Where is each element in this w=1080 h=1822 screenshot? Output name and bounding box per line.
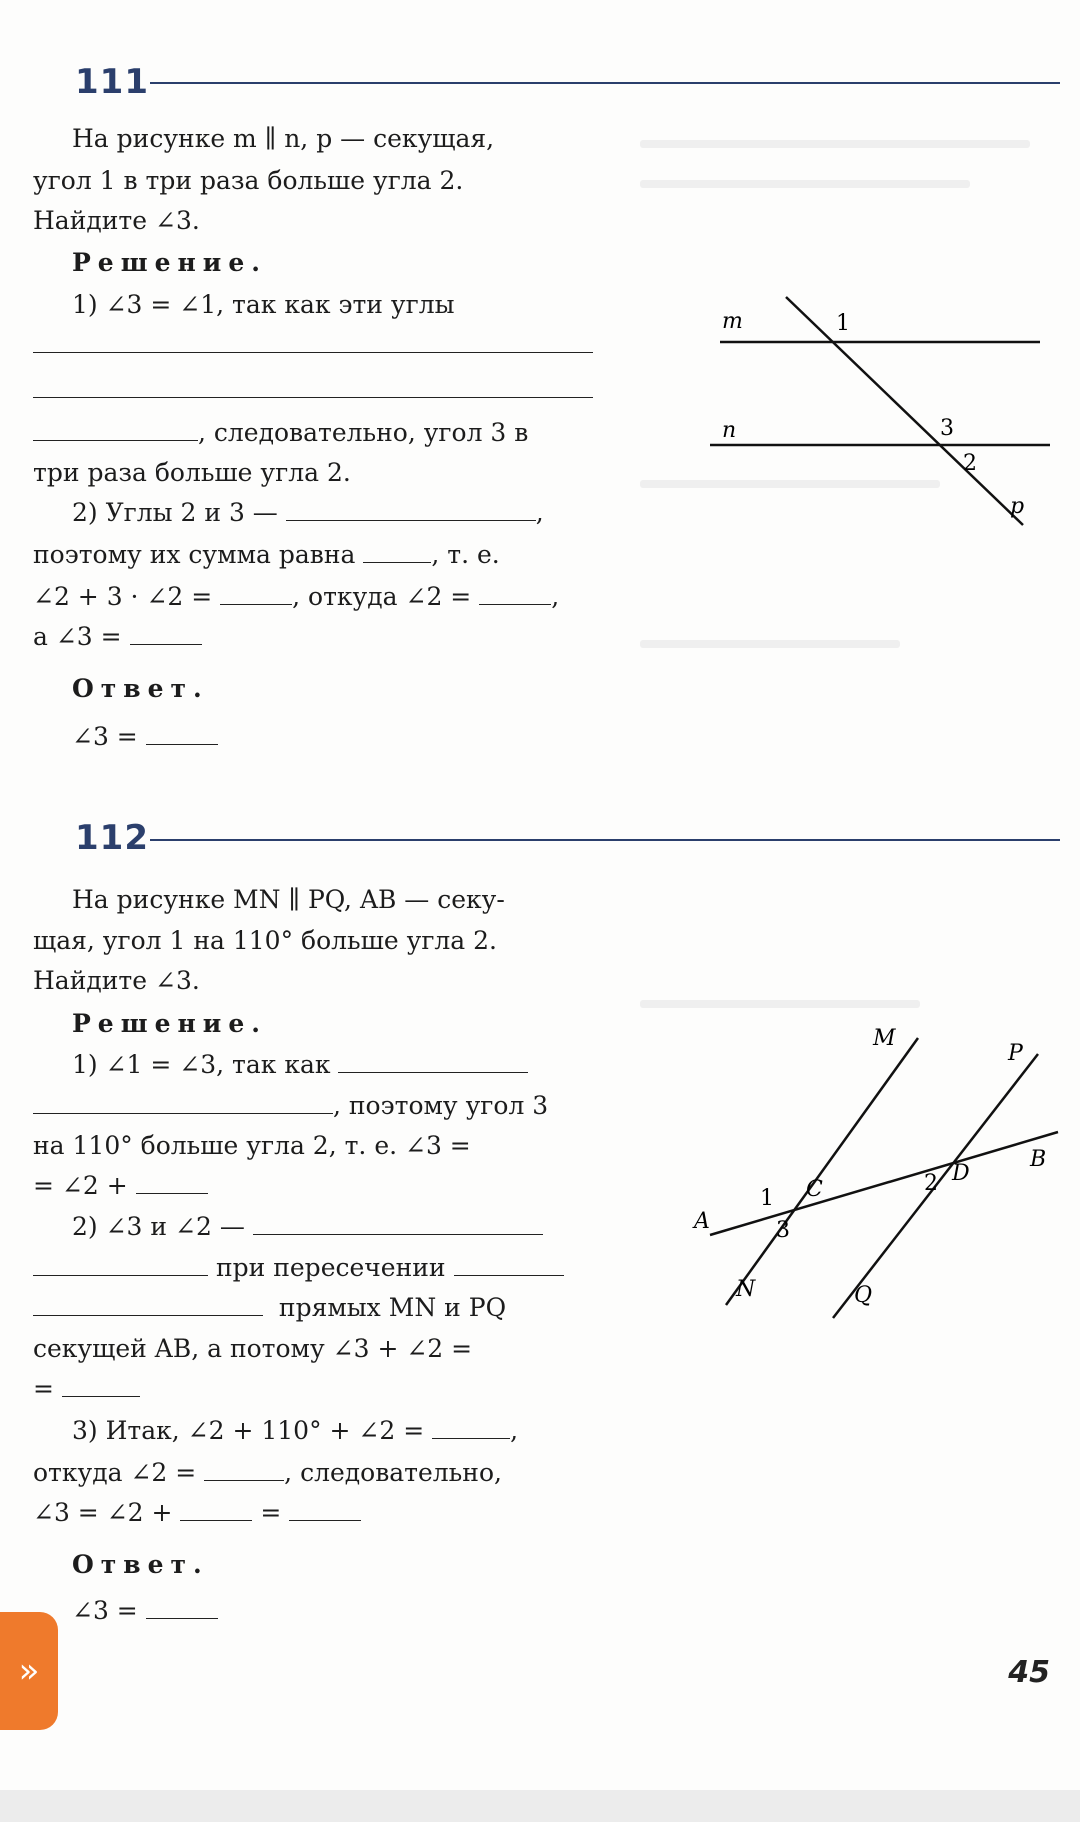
p112-step-3-line-2-text-a: откуда ∠2 = — [33, 1458, 197, 1487]
p112-blank-reason-b[interactable] — [33, 1091, 333, 1114]
p112-blank-reason-a[interactable] — [338, 1050, 528, 1073]
p111-blank-angle3[interactable] — [130, 622, 202, 645]
p111-blank-angle-type[interactable] — [286, 498, 536, 521]
p112-step-2-line-2 — [33, 1253, 564, 1283]
p112-answer-blank[interactable] — [146, 1596, 218, 1619]
p111-blank-equation[interactable] — [220, 582, 292, 605]
p111-answer-text: ∠3 = — [72, 722, 138, 751]
bleed-through — [640, 180, 970, 188]
bleed-through — [640, 140, 1030, 148]
p111-step-4-text-a: ∠2 + 3 · ∠2 = — [33, 582, 213, 611]
label-P: P — [1008, 1041, 1023, 1066]
label-D: D — [952, 1161, 970, 1186]
p111-figure — [700, 285, 1060, 535]
double-chevron-right-icon: » — [18, 1651, 40, 1691]
label-B: B — [1030, 1147, 1047, 1172]
label-A: A — [694, 1209, 710, 1234]
p111-answer-heading: Ответ. — [72, 674, 209, 703]
p112-step-1-line-4-text: = ∠2 + — [33, 1171, 128, 1200]
p111-step-4-comma: , — [551, 582, 560, 611]
p112-step-1-line-4 — [33, 1171, 208, 1201]
p112-answer-text: ∠3 = — [72, 1596, 138, 1625]
p111-step-1-end: три раза больше угла 2. — [33, 458, 351, 487]
label-Q: Q — [854, 1283, 873, 1308]
p112-blank-e[interactable] — [432, 1416, 510, 1439]
p111-blank-reason[interactable] — [33, 418, 198, 441]
problem-112-rule — [150, 839, 1060, 841]
angle-1-label: 1 — [760, 1186, 774, 1211]
p112-step-2-line-4: секущей AB, а потому ∠3 + ∠2 = — [33, 1334, 473, 1363]
p111-step-3-text: поэтому их сумма равна — [33, 540, 356, 569]
p111-step-3-tail: , т. е. — [431, 540, 500, 569]
line-mn — [726, 1038, 918, 1305]
label-N: N — [736, 1277, 756, 1302]
angle-3-label: 3 — [940, 416, 954, 441]
p112-step-1-cont — [33, 1091, 548, 1121]
p112-answer-heading: Ответ. — [72, 1550, 209, 1579]
p112-statement-2: щая, угол 1 на 110° больше угла 2. — [33, 926, 498, 955]
p112-step-3-line-3-text-b: = — [260, 1498, 282, 1527]
p112-step-1-tail: , поэтому угол 3 — [333, 1091, 549, 1120]
p111-blank-sum[interactable] — [363, 540, 431, 563]
p111-step-1-tail-text: , следовательно, угол 3 в — [198, 418, 529, 447]
label-C: C — [806, 1177, 823, 1202]
line-ab — [710, 1132, 1058, 1235]
p111-answer — [72, 722, 218, 752]
p112-step-2-line-3-text: прямых MN и PQ — [278, 1293, 507, 1322]
p111-statement-2: угол 1 в три раза больше угла 2. — [33, 166, 464, 195]
p112-step-2-line-5-text: = — [33, 1374, 54, 1403]
p112-blank-angle-sum[interactable] — [136, 1171, 208, 1194]
p112-blank-c[interactable] — [33, 1293, 263, 1316]
p112-step-1 — [72, 1050, 528, 1080]
p112-figure — [690, 1020, 1070, 1340]
p112-blank-d[interactable] — [62, 1374, 140, 1397]
p112-step-3-comma: , — [510, 1416, 519, 1445]
p111-solution-heading: Решение. — [72, 248, 267, 277]
p111-step-1: 1) ∠3 = ∠1, так как эти углы — [72, 290, 455, 319]
p111-blank-angle2[interactable] — [479, 582, 551, 605]
p111-step-2-comma: , — [535, 498, 544, 527]
bleed-through — [640, 1000, 920, 1008]
angle-1-label: 1 — [836, 311, 850, 336]
p111-statement-1: На рисунке m ∥ n, p — секущая, — [72, 124, 495, 153]
p112-blank-angle-type[interactable] — [253, 1212, 543, 1235]
p112-step-3-line-2-text-b: , следовательно, — [284, 1458, 502, 1487]
p112-step-2-text: 2) ∠3 и ∠2 — — [72, 1212, 245, 1241]
p111-step-3 — [33, 540, 500, 570]
next-page-tab[interactable] — [0, 1612, 58, 1730]
p112-blank-g[interactable] — [180, 1498, 252, 1521]
p112-step-3-text: 3) Итак, ∠2 + 110° + ∠2 = — [72, 1416, 425, 1445]
angle-2-label: 2 — [924, 1171, 938, 1196]
angle-3-label: 3 — [776, 1218, 790, 1243]
p111-step-1-tail — [33, 418, 528, 448]
p111-answer-line[interactable] — [33, 352, 593, 353]
bottom-strip — [0, 1790, 1080, 1822]
p112-step-3 — [72, 1416, 518, 1446]
p111-step-5 — [33, 622, 202, 652]
p112-statement-1: На рисунке MN ∥ PQ, AB — секу- — [72, 885, 505, 914]
problem-112-number: 112 — [75, 818, 149, 858]
p111-step-5-text: а ∠3 = — [33, 622, 122, 651]
line-p — [786, 297, 1023, 525]
p112-step-2-line-2-text: при пересечении — [215, 1253, 446, 1282]
p112-step-2 — [72, 1212, 543, 1242]
p112-step-2-line-5 — [33, 1374, 140, 1404]
problem-111-number: 111 — [75, 62, 149, 102]
p111-step-4-text-b: , откуда ∠2 = — [292, 582, 472, 611]
p112-answer — [72, 1596, 218, 1626]
label-m: m — [722, 309, 743, 334]
p112-step-1-line-3: на 110° больше угла 2, т. е. ∠3 = — [33, 1131, 471, 1160]
p112-blank-a[interactable] — [33, 1253, 208, 1276]
bleed-through — [640, 640, 900, 648]
p112-solution-heading: Решение. — [72, 1009, 267, 1038]
page-number: 45 — [1008, 1655, 1050, 1690]
p111-step-4 — [33, 582, 559, 612]
p111-statement-3: Найдите ∠3. — [33, 206, 200, 235]
p112-blank-f[interactable] — [204, 1458, 284, 1481]
angle-2-label: 2 — [963, 451, 977, 476]
p111-step-2-text: 2) Углы 2 и 3 — — [72, 498, 278, 527]
p111-step-2 — [72, 498, 544, 528]
p112-step-3-line-3 — [33, 1498, 361, 1528]
problem-111-rule — [150, 82, 1060, 84]
label-p: p — [1010, 494, 1025, 519]
p112-step-2-line-3 — [33, 1293, 506, 1323]
p112-blank-h[interactable] — [289, 1498, 361, 1521]
label-n: n — [722, 418, 737, 443]
p112-step-1-text: 1) ∠1 = ∠3, так как — [72, 1050, 331, 1079]
label-M: M — [873, 1026, 896, 1051]
p112-statement-3: Найдите ∠3. — [33, 966, 200, 995]
p112-blank-b[interactable] — [454, 1253, 564, 1276]
p112-step-3-line-2 — [33, 1458, 502, 1488]
p111-answer-line[interactable] — [33, 397, 593, 398]
p111-answer-blank[interactable] — [146, 722, 218, 745]
p112-step-3-line-3-text-a: ∠3 = ∠2 + — [33, 1498, 173, 1527]
